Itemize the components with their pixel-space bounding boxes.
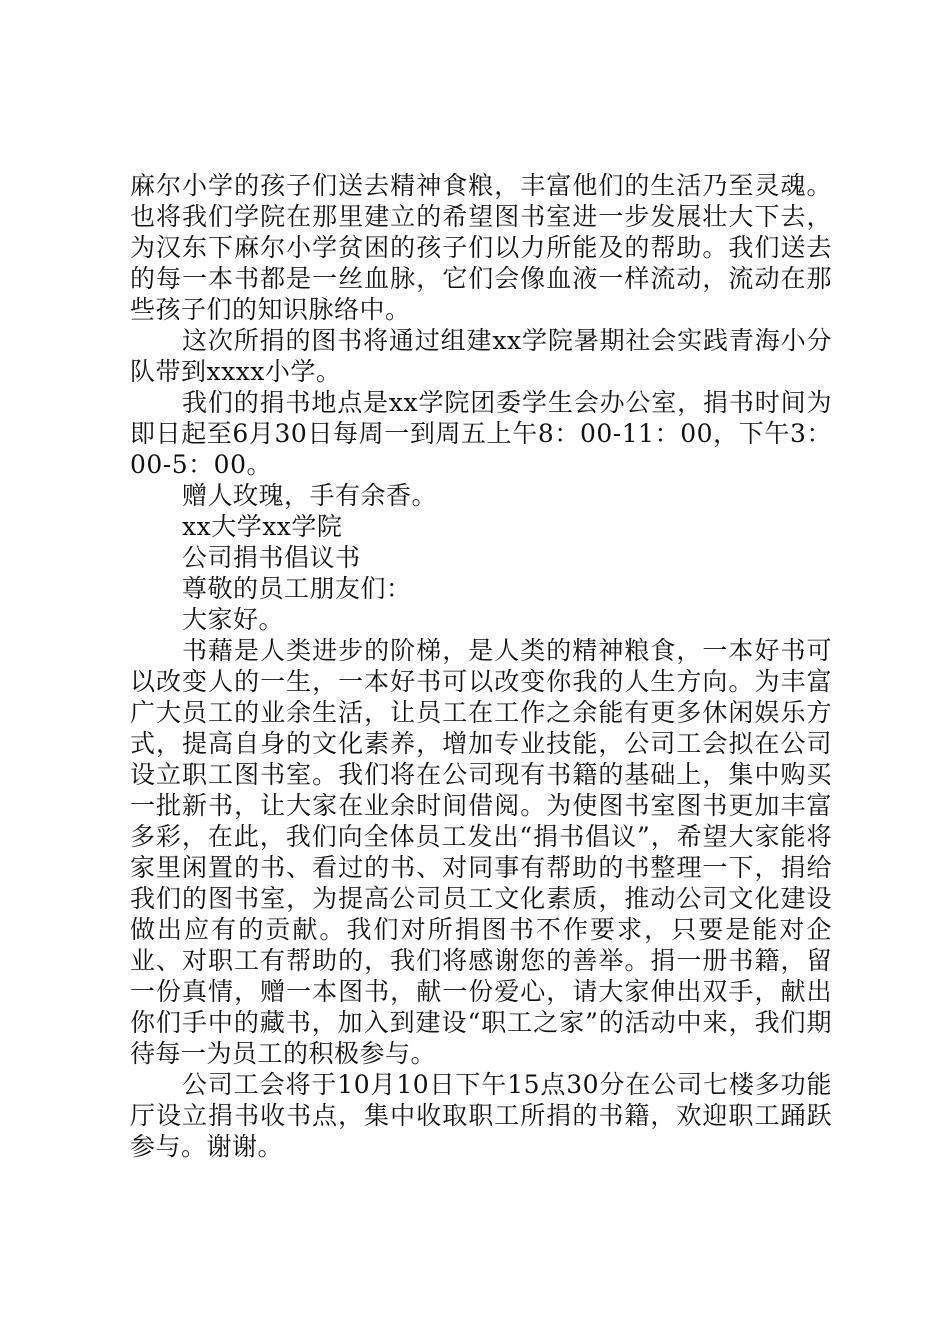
salutation: 尊敬的员工朋友们：: [182, 574, 412, 603]
paragraph-delivery: 这次所捐的图书将通过组建xx学院暑期社会实践青海小分队带到xxxx小学。: [130, 326, 832, 386]
paragraph-proposal-body: 书藉是人类进步的阶梯，是人类的精神粮食，一本好书可以改变人的一生，一本好书可以改变你我的人生方向。为丰富广大员工的业余生活，让员工在工作之余能有更多休闲娱乐方式，提高自身的文化素养，增加专业技能，公司工会拟在公司设立职工图书室。我们将在公司现有书籍的基础上，集中购买一批新书，让大家在业余时间借阅。为使图书室图书更加丰富多彩，在此，我们向全体员工发出“捐书倡议”，希望大家能将家里闲置的书、看过的书、对同事有帮助的书整理一下，捐给我们的图书室，为提高公司员工文化素质，推动公司文化建设做出应有的贡献。我们对所捐图书不作要求，只要是能对企业、对职工有帮助的，我们将感谢您的善举。捐一册书籍，留一份真情，赠一本图书，献一份爱心，请大家伸出双手，献出你们手中的藏书，加入到建设“职工之家”的活动中来，我们期待每一为员工的积极参与。: [130, 636, 832, 1068]
paragraph-location-time: 我们的捐书地点是xx学院团委学生会办公室，捐书时间为即日起至6月30日每周一到周五上午8：00-11：00，下午3：00-5：00。: [130, 388, 832, 479]
signature-college: xx大学xx学院: [182, 512, 343, 541]
paragraph-slogan: 赠人玫瑰，手有余香。: [182, 481, 438, 510]
section-title: 公司捐书倡议书: [182, 543, 361, 572]
paragraph-intro-continued: 麻尔小学的孩子们送去精神食粮，丰富他们的生活乃至灵魂。也将我们学院在那里建立的希望图书室进一步发展壮大下去，为汉东下麻尔小学贫困的孩子们以力所能及的帮助。我们送去的每一本书都是一丝血脉，它们会像血液一样流动，流动在那些孩子们的知识脉络中。: [130, 171, 832, 324]
paragraph-collection-notice: 公司工会将于10月10日下午15点30分在公司七楼多功能厅设立捐书收书点，集中收取职工所捐的书籍，欢迎职工踊跃参与。谢谢。: [130, 1070, 832, 1161]
greeting: 大家好。: [182, 605, 285, 634]
document-page: [130, 170, 832, 1162]
